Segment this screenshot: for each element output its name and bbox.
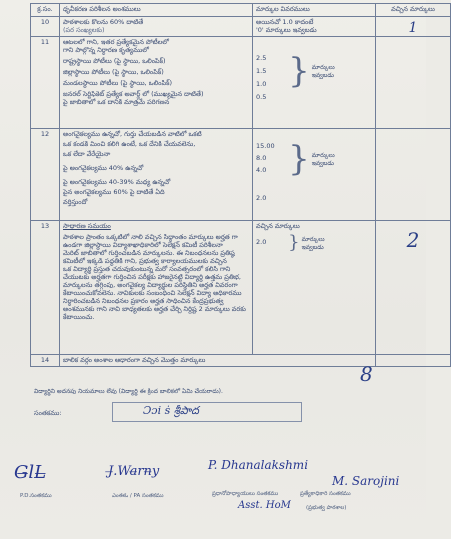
table-row: [31, 37, 451, 129]
signature-value: Ɔɔi ṡ శ్రీపాద: [143, 404, 199, 417]
marks-note: వచ్చిన మార్కులు: [256, 222, 300, 230]
marks-values: 2.0: [256, 238, 267, 246]
signature-caption: (ప్రభుత్వ పాఠశాల): [306, 505, 347, 511]
row-number: 13: [31, 221, 60, 355]
signature-asst: Asst. HoM: [238, 500, 291, 511]
row-description: బాలిక వర్గం అంశాల ఆధారంగా వచ్చిన మొత్తం మార్కులు: [60, 355, 376, 367]
header-description: ధృవీకరణ పరిశీలన అంశములు: [60, 4, 253, 17]
signature-headmaster: P. Dhanalakshmi: [208, 458, 309, 472]
marks-values: 2.5 1.5 1.0 0.5: [256, 54, 267, 101]
evaluation-table: [30, 3, 451, 367]
signature-meo: J̶.Wa̶rn̶y: [108, 464, 160, 479]
row-obtained: [376, 17, 451, 37]
section-title: సాధారణ సమయం: [63, 222, 111, 230]
row-marks: అయినచో 1.0 కాదంటే '0' మార్కులు ఇవ్వబడు: [253, 17, 376, 37]
row-description: అంగవైకల్యము ఉన్నచో, గుర్తు చేయబడిన వాటిలో ఒకటి ఒక కండకి మించి కలిగి ఉంటే, ఒక దేనికి చేయవలెను, ఒక లేదా వేరేయైనా పై అంగవైకల్యము 40% ఉన్నచో పై అంగవైకల్యము 40-39% మధ్య ఉన్నచో పైన అంగవైకల్యము 60% పై దాటితే ఏది వర్తిస్తుందో: [60, 129, 253, 221]
handwritten-score: 1: [408, 20, 418, 36]
signature-label: సంతకము:: [34, 409, 62, 417]
row-obtained: [376, 37, 451, 129]
table-header-row: [31, 4, 451, 17]
row-obtained: [376, 129, 451, 221]
row-number: 14: [31, 355, 60, 367]
table-row: [31, 221, 451, 355]
table-row: [31, 129, 451, 221]
total-score: 8: [360, 362, 373, 386]
header-marks: మార్కుల వివరములు: [253, 4, 376, 17]
signature-officer: M. Sarojini: [332, 474, 400, 488]
row-number: 10: [31, 17, 60, 37]
table-row: [31, 17, 451, 37]
row-marks: 15.00 8.0 4.0 2.0 } మార్కులు ఇవ్వబడు: [253, 129, 376, 221]
footer-note: విద్యార్థిని అదనపు నియమాలు లేవు (విద్యార్థి ఈ క్రింద బాలికలో ఏమి చేయరాదు).: [34, 388, 223, 395]
header-obtained: వచ్చిన మార్కులు: [376, 4, 451, 17]
row-description: ఆటలలో గాని, ఇతర ప్రత్యేకమైన పోటీలలో గాని పాల్గొన్న నిర్ధారణ కృత్యములో రాష్ట్రస్థాయి పోటీలు (పై స్థాయి, ఒలింపిక్) జిల్లాస్థాయి పోటీలు (పై స్థాయి, ఒలింపిక్) మండలస్థాయి పోటీలు (పై స్థాయి, ఒలింపిక్) జనరల్ సెర్టిఫికెట్ ప్రత్యేక అవార్డ్ లో (ముఖ్యమైన దాటితే) పై జాబితాలో ఒక దానికి మాత్రమే పరిగణన: [60, 37, 253, 129]
row-marks: వచ్చిన మార్కులు 2.0 } మార్కులు ఇవ్వబడు: [253, 221, 376, 355]
signature-pd: G̶lL̶: [14, 462, 47, 483]
signature-caption: ఎంఈఓ / PA సంతకము: [112, 493, 164, 499]
signature-box: [112, 402, 302, 422]
signature-caption: P.D.సంతకము: [20, 493, 52, 499]
row-description: పాఠశాలకు కొలను 60% దాటితే (పర సంఖ్యలకు): [60, 17, 253, 37]
signature-caption: ప్రధానోపాధ్యాయులు సంతకము: [212, 491, 279, 497]
brace-icon: }: [288, 232, 300, 253]
brace-icon: }: [288, 139, 310, 179]
signature-caption: ప్రత్యేకాధికారి సంతకము: [300, 491, 351, 497]
table-row: [31, 355, 451, 367]
header-serial: క్ర.సం.: [31, 4, 60, 17]
row-obtained: [376, 355, 451, 367]
brace-icon: }: [288, 51, 310, 91]
handwritten-score: 2: [406, 228, 420, 252]
marks-values: 15.00 8.0 4.0 2.0: [256, 142, 275, 202]
row-number: 12: [31, 129, 60, 221]
row-marks: 2.5 1.5 1.0 0.5 } మార్కులు ఇవ్వబడు: [253, 37, 376, 129]
row-number: 11: [31, 37, 60, 129]
row-obtained: [376, 221, 451, 355]
row-description: సాధారణ సమయం పాఠశాల ప్రాంతం ఒక్కటిలో నాలి వచ్చిన సిద్ధాంతం మార్కులు అర్హత గా ఉండగా జిల్లాస్థాయి విద్యాశాఖాధికారిలో సెలెక్షన్ కమిటీ పరిశీలనా మెరిట్ జాబితాలో గుర్తించబడిన మార్కులను. ఈ నిబంధనలను ప్రతిష్ఠ కమిటీలో ఇక్కడి పద్ధతికి గాని, ప్రభుత్వ కార్యాలయములకు వచ్చిన ఒక విద్యార్థి ప్రస్తుత చదువుకుంటున్న మరో సంవత్సరంలో కలిసి గాని చేయుటకు అర్హతగా గుర్తించిన పరీక్షకు హాజరైనట్టి విద్యార్థి ఉత్తమ ప్రతిభ, మార్కులను తగ్గింపు, అంగవైకల్య విద్యార్థుల పరిస్థితిని అర్హత వివరంగా కేటాయించుకోవలెను. నావికులకు సంబంధించి సెలెక్షన్ విద్యా అధికారము నిర్ధారించబడిన నిబంధనల ప్రకారం అర్హత సాధించిన కేంద్రప్రభుత్వ అంశమునకు గాని నావి బాధ్యతలకు అర్హత చేర్చి నిర్దిష్ట 2 మార్కులు వరకు కేటాయించు.: [60, 221, 253, 355]
